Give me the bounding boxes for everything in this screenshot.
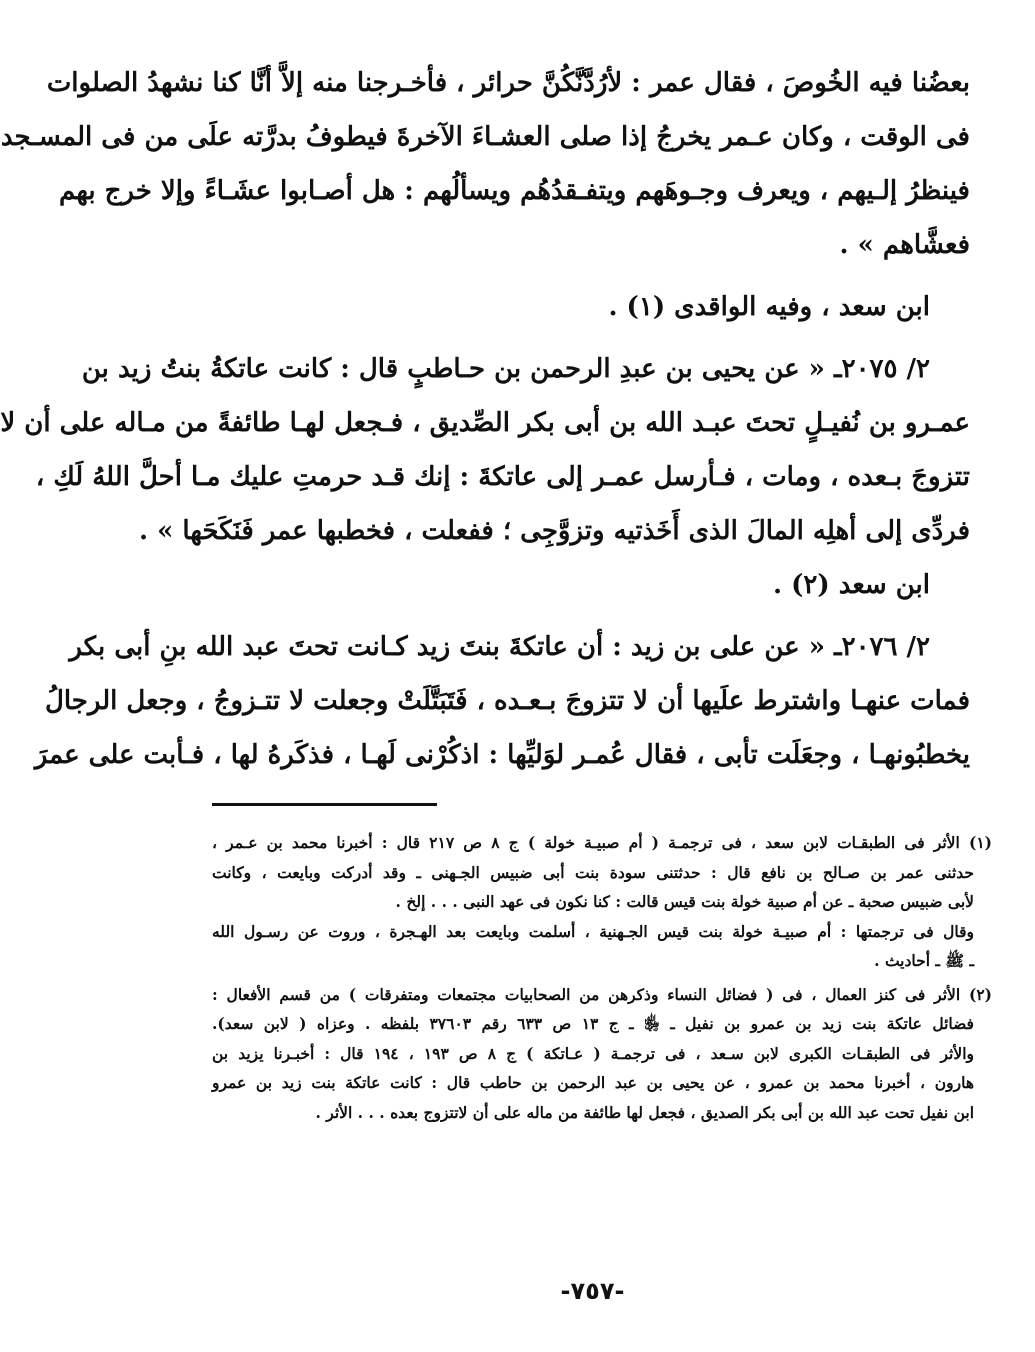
footnote-2-line: فضائل عاتكة بنت زيد بن عمرو بن نفيل ـ ﵂ ـ ج ١٣ ص ٦٣٣ رقم ٣٧٦٠٣ بلفظه . وعزاه ( لابن سعد). <box>212 1014 974 1033</box>
text-line: بعضُنا فيه الخُوصَ ، فقال عمر : لأرُدَّنَّكُنَّ حرائر ، فأخـرجنا منه إلاَّ أنَّا كنا نشهدُ الصلوات <box>46 68 970 98</box>
text-line: فينظرُ إلـيهم ، ويعرف وجـوهَهم ويتفـقدُهُم ويسألُهم : هل أصـابوا عشَـاءً وإلا خرج بهم <box>59 176 970 206</box>
footnote-1-line: لأبى ضبيس صحبة ـ عن أم صبية خولة بنت قيس قالت : كنا نكون فى عهد النبى . . . إلخ . <box>395 892 974 911</box>
source-citation: ابن سعد (٢) . <box>772 570 930 600</box>
text-line: عمـرو بن نُفيـلٍ تحتَ عبـد الله بن أبى بكر الصِّديق ، فـجعل لهـا طائفةً من مـاله على أن لا <box>0 408 970 438</box>
footnote-separator <box>212 803 437 806</box>
footnote-1-line: حدثنى عمر بن صـالح بن نافع قال : حدثتنى سودة بنت أبى ضبيس الجـهنى ـ وقد أدركت وبايعت ، وكانت <box>212 862 974 882</box>
footnote-2-line: (٢) الأثر فى كنز العمال ، فى ( فضائل النساء وذكرهن من الصحابيات مجتمعات ومتفرقات ) من قسم الأفعال : <box>212 984 992 1004</box>
hadith-2076-heading: ٢/ ٢٠٧٦ـ « عن على بن زيد : أن عاتكةَ بنتَ زيد كـانت تحتَ عبد الله بنِ أبى بكر <box>69 632 930 662</box>
text-line: يخطبُونهـا ، وجعَلَت تأبى ، فقال عُمـر لوَليِّها : اذكُرْنى لَهـا ، فذكَرهُ لها ، فـأبت على عمرَ <box>34 740 970 770</box>
footnote-1-line: (١) الأثر فى الطبقـات لابن سعد ، فى ترجمـة ( أم صبيـة خولة ) ج ٨ ص ٢١٧ قال : أخبرنا محمد بن عـمر ، <box>212 833 992 852</box>
footnote-2-line: والأثر فى الطبقـات الكبرى لابن سـعد ، فى ترجمـة ( عـاتكة ) ج ٨ ص ١٩٣ ، ١٩٤ قال : أخبـرنا يزيد بن <box>212 1043 974 1063</box>
text-line: فعشَّاهم » . <box>839 230 970 260</box>
main-text <box>0 56 970 782</box>
text-line: فمات عنهـا واشترط علَيها أن لا تتزوجَ بـعـده ، فَتَبَتَّلَتْ وجعلت لا تتـزوجُ ، وجعل الرجالُ <box>44 686 970 716</box>
text-line: فى الوقت ، وكان عـمر يخرجُ إذا صلى العشـاءَ الآخرةَ فيطوفُ بدرَّته علَى من فى المسـجد <box>0 122 970 152</box>
footnote-2-line: هارون ، أخبرنا محمد بن عمرو ، عن يحيى بن عبد الرحمن بن حاطب قال : كانت عاتكة بنت زيد بن عمرو <box>212 1073 974 1092</box>
footnotes <box>212 828 992 1127</box>
page-number: -٧٥٧- <box>560 1277 625 1305</box>
footnote-1-line: ـ ﷺ ـ أحاديث . <box>874 951 974 970</box>
footnote-2-line: ابن نفيل تحت عبد الله بن أبى بكر الصديق ، فجعل لها طائفة من ماله على أن لاتتزوج بعده . . . الأثر . <box>315 1102 974 1122</box>
footnote-1-line: وقال فى ترجمتها : أم صبيـة خولة بنت قيس الجـهنية ، أسلمت وبايعت بعد الهـجرة ، وروت عن رسـول الله <box>212 921 974 941</box>
text-line: فردِّى إلى أهلِه المالَ الذى أَخَذتيه وتزوَّجِى ؛ ففعلت ، فخطبها عمر فَنَكَحَها » . <box>139 516 970 546</box>
source-citation: ابن سعد ، وفيه الواقدى (١) . <box>608 292 930 322</box>
hadith-2075-heading: ٢/ ٢٠٧٥ـ « عن يحيى بن عبدِ الرحمن بن حـاطبٍ قال : كانت عاتكةُ بنتُ زيد بن <box>81 354 930 384</box>
text-line: تتزوجَ بـعده ، ومات ، فـأرسل عمـر إلى عاتكةَ : إنك قـد حرمتِ عليك مـا أحلَّ اللهُ لَكِ ، <box>35 462 970 492</box>
